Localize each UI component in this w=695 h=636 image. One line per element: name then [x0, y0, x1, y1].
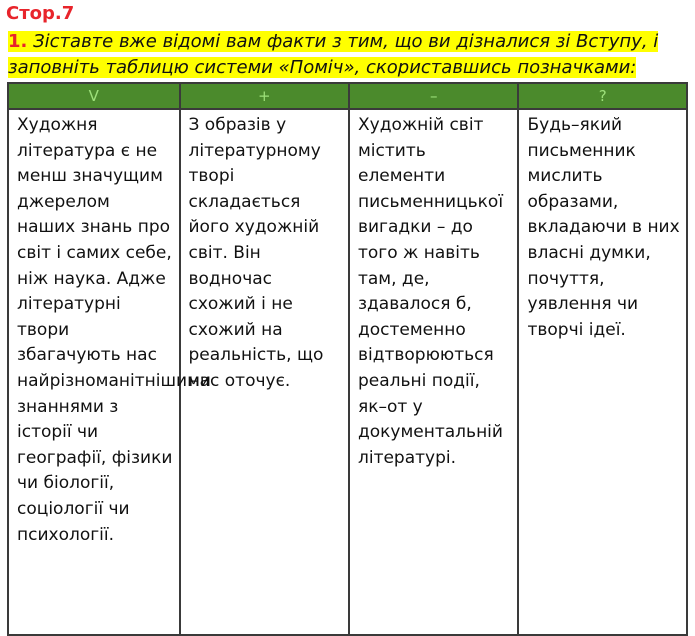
- cell-text: Художня література є не менш значущим джерелом наших знань про світ і самих себе, ніж наука. Адже літературні твори збагачують нас найрізноманітнішими знаннями з історії чи географії, фізики чи біології, соціології чи психології.: [17, 115, 211, 545]
- cell-text: Художній світ містить елементи письменницької вигадки – до того ж навіть там, де, здавалося б, достеменно відтворюються реальні події, як–от у документальній літературі.: [357, 115, 504, 468]
- cell-minus: [349, 109, 518, 635]
- task-text-line-2: заповніть таблицю системи «Поміч», скориставшись позначками:: [8, 57, 637, 78]
- header-minus: –: [349, 83, 518, 109]
- cell-text: З образів у літературному творі складається його художній світ. Він водночас схожий і не схожий на реальність, що нас оточує.: [188, 115, 324, 391]
- cell-question: [518, 109, 687, 635]
- cell-plus: [180, 109, 349, 635]
- header-plus: +: [180, 83, 349, 109]
- task-line-1: [8, 31, 658, 52]
- table-header-row: [8, 83, 687, 109]
- cell-text: Будь–який письменник мислить образами, вкладаючи в них власні думки, почуття, уявлення чи творчі ідеї.: [527, 115, 680, 340]
- header-question: ?: [518, 83, 687, 109]
- cell-check: [8, 109, 211, 635]
- pomich-table: [7, 82, 688, 636]
- task-instruction: [8, 29, 688, 81]
- header-check: V: [8, 83, 180, 109]
- page-label: Стор.7: [6, 3, 75, 24]
- task-number: 1.: [8, 31, 28, 52]
- task-text-line-1: Зіставте вже відомі вам факти з тим, що ви дізналися зі Вступу, і: [33, 31, 659, 52]
- table-row: [8, 109, 687, 635]
